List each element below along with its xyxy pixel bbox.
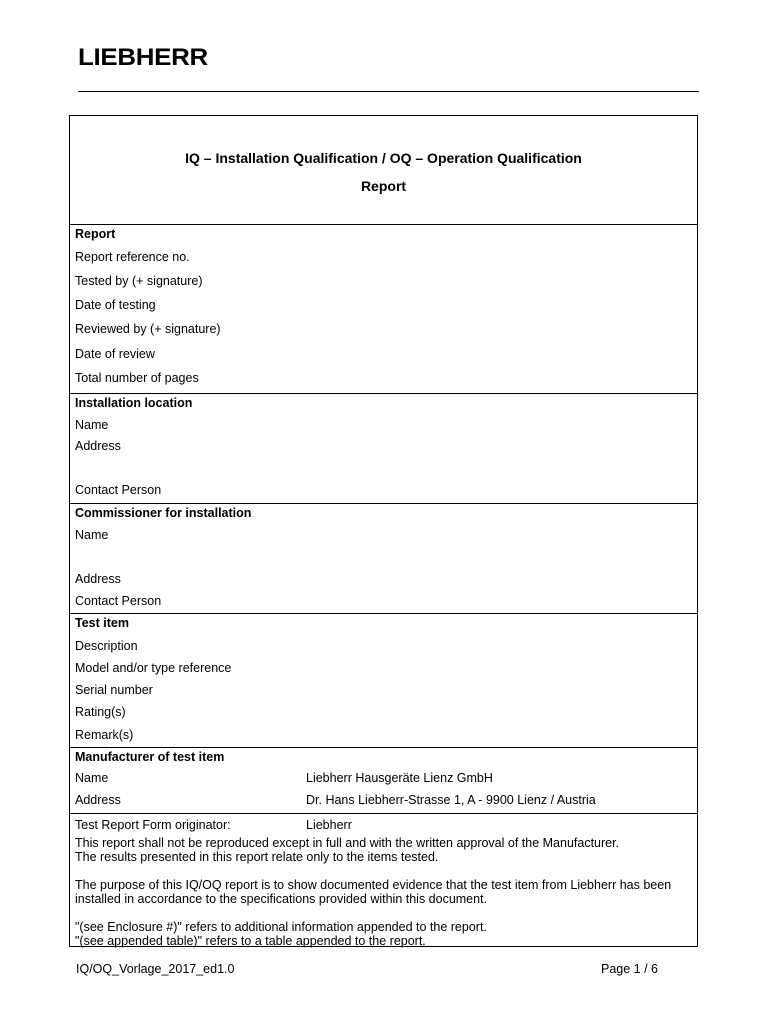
divider: [70, 503, 697, 504]
field-manufacturer-address-value: Dr. Hans Liebherr-Strasse 1, A - 9900 Lienz / Austria: [306, 793, 596, 807]
divider: [70, 813, 697, 814]
note-line: "(see appended table)" refers to a table appended to the report.: [75, 934, 426, 948]
field-manufacturer-name-value: Liebherr Hausgeräte Lienz GmbH: [306, 771, 493, 785]
field-tested-by: Tested by (+ signature): [75, 274, 203, 288]
section-commissioner-heading: Commissioner for installation: [75, 506, 252, 520]
field-commissioner-address: Address: [75, 572, 121, 586]
section-report-heading: Report: [75, 227, 116, 241]
field-model-reference: Model and/or type reference: [75, 661, 232, 675]
field-report-reference: Report reference no.: [75, 250, 190, 264]
originator-label: Test Report Form originator:: [75, 818, 231, 832]
field-remarks: Remark(s): [75, 728, 134, 742]
field-installation-address: Address: [75, 439, 121, 453]
field-description: Description: [75, 639, 138, 653]
divider: [70, 224, 697, 225]
footer-doc-id: IQ/OQ_Vorlage_2017_ed1.0: [76, 962, 235, 976]
field-date-of-testing: Date of testing: [75, 298, 156, 312]
section-test-item-heading: Test item: [75, 616, 129, 630]
section-installation-heading: Installation location: [75, 396, 193, 410]
divider: [70, 613, 697, 614]
field-commissioner-contact: Contact Person: [75, 594, 162, 608]
field-reviewed-by: Reviewed by (+ signature): [75, 322, 221, 336]
note-line: "(see Enclosure #)" refers to additional information appended to the report.: [75, 920, 487, 934]
note-line: The purpose of this IQ/OQ report is to show documented evidence that the test item from Liebherr has been: [75, 878, 672, 892]
note-line: The results presented in this report relate only to the items tested.: [75, 850, 439, 864]
field-total-pages: Total number of pages: [75, 371, 199, 385]
report-form: [69, 115, 698, 947]
section-manufacturer-heading: Manufacturer of test item: [75, 750, 225, 764]
footer-page-number: Page 1 / 6: [601, 962, 658, 976]
note-line: This report shall not be reproduced except in full and with the written approval of the Manufacturer.: [75, 836, 620, 850]
form-subtitle: Report: [360, 178, 407, 194]
note-line: installed in accordance to the specifications provided within this document.: [75, 892, 488, 906]
form-title: IQ – Installation Qualification / OQ – Operation Qualification: [185, 150, 582, 166]
field-manufacturer-name-label: Name: [75, 771, 109, 785]
field-installation-contact: Contact Person: [75, 483, 162, 497]
originator-value: Liebherr: [306, 818, 352, 832]
field-installation-name: Name: [75, 418, 109, 432]
header-rule: [78, 91, 699, 92]
liebherr-logo: LIEBHERR: [78, 44, 208, 71]
divider: [70, 393, 697, 394]
field-commissioner-name: Name: [75, 528, 109, 542]
field-date-of-review: Date of review: [75, 347, 155, 361]
field-manufacturer-address-label: Address: [75, 793, 121, 807]
divider: [70, 747, 697, 748]
field-ratings: Rating(s): [75, 705, 126, 719]
field-serial-number: Serial number: [75, 683, 153, 697]
